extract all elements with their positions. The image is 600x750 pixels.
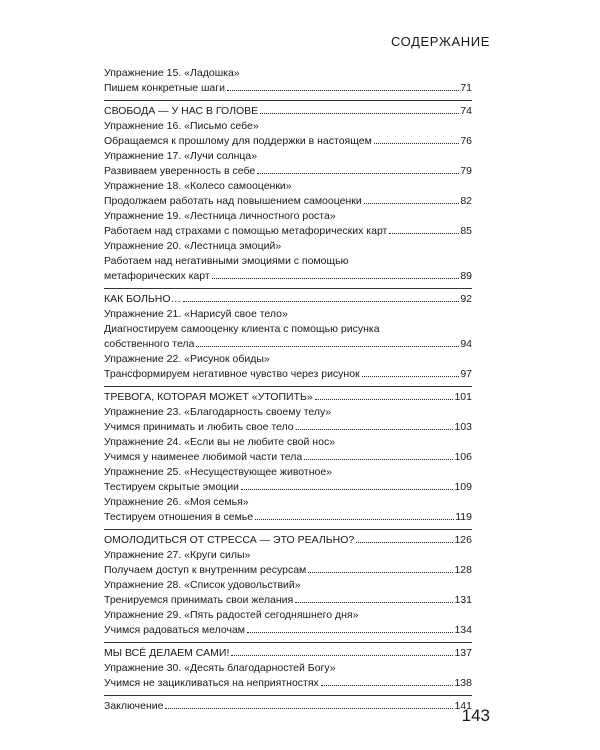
entry-page: 138 — [454, 677, 472, 689]
page-number: 143 — [461, 706, 490, 725]
dot-leader — [212, 278, 460, 279]
exercise-title: Упражнение 21. «Нарисуй свое тело» — [104, 308, 288, 320]
toc-entry — [104, 608, 472, 638]
entry-subtitle: Работаем над негативными эмоциями с помощью — [104, 255, 349, 267]
entry-subtitle-row — [104, 81, 472, 96]
exercise-title: Упражнение 25. «Несуществующее животное» — [104, 466, 333, 478]
dot-leader — [315, 399, 454, 400]
chapter-page: 92 — [460, 293, 472, 305]
entry-subtitle: Обращаемся к прошлому для поддержки в настоящем — [104, 135, 372, 147]
dot-leader — [304, 459, 453, 460]
entry-page: 131 — [454, 594, 472, 606]
entry-subtitle: Пишем конкретные шаги — [104, 82, 225, 94]
chapter-page: 101 — [454, 391, 472, 403]
entry-page: 106 — [454, 451, 472, 463]
toc-entry — [104, 578, 472, 608]
entry-subtitle-row — [104, 623, 472, 638]
chapter-title: ОМОЛОДИТЬСЯ ОТ СТРЕССА — ЭТО РЕАЛЬНО? — [104, 534, 355, 546]
entry-page: 119 — [455, 511, 472, 523]
exercise-title: Упражнение 26. «Моя семья» — [104, 496, 249, 508]
exercise-title: Упражнение 22. «Рисунок обиды» — [104, 353, 270, 365]
entry-subtitle: Тестируем скрытые эмоции — [104, 481, 239, 493]
entry-subtitle: Трансформируем негативное чувство через рисунок — [104, 368, 360, 380]
chapter-heading — [104, 292, 472, 307]
chapter-title: МЫ ВСЁ ДЕЛАЕМ САМИ! — [104, 647, 230, 659]
exercise-title: Упражнение 20. «Лестница эмоций» — [104, 240, 282, 252]
entry-subtitle-row — [104, 480, 472, 495]
toc-entry — [104, 548, 472, 578]
chapter-heading — [104, 699, 472, 714]
chapter-title: СВОБОДА — У НАС В ГОЛОВЕ — [104, 105, 259, 117]
exercise-title: Упражнение 19. «Лестница личностного роста» — [104, 210, 336, 222]
toc-entry — [104, 149, 472, 179]
entry-subtitle: Тестируем отношения в семье — [104, 511, 254, 523]
toc-section — [104, 529, 472, 638]
entry-subtitle: Развиваем уверенность в себе — [104, 165, 256, 177]
dot-leader — [257, 173, 459, 174]
toc-entry — [104, 66, 472, 96]
entry-subtitle-row — [104, 420, 472, 435]
exercise-title: Упражнение 27. «Круги силы» — [104, 549, 251, 561]
entry-subtitle-row — [104, 164, 472, 179]
chapter-heading — [104, 390, 472, 405]
toc-entry — [104, 435, 472, 465]
dot-leader — [389, 233, 459, 234]
entry-page: 76 — [460, 135, 472, 147]
chapter-page: 126 — [454, 534, 472, 546]
chapter-heading — [104, 104, 472, 119]
exercise-title: Упражнение 28. «Список удовольствий» — [104, 579, 301, 591]
entry-subtitle: Получаем доступ к внутренним ресурсам — [104, 564, 307, 576]
entry-subtitle-row — [104, 563, 472, 578]
toc-entry — [104, 307, 472, 352]
toc-entry — [104, 405, 472, 435]
entry-page: 71 — [460, 82, 472, 94]
chapter-title: КАК БОЛЬНО… — [104, 293, 182, 305]
toc-entry — [104, 209, 472, 239]
chapter-heading — [104, 646, 472, 661]
dot-leader — [241, 489, 454, 490]
entry-subtitle: Продолжаем работать над повышением самооценки — [104, 195, 362, 207]
toc-entry — [104, 239, 472, 284]
toc-section — [104, 66, 472, 96]
dot-leader — [362, 376, 460, 377]
entry-page: 109 — [454, 481, 472, 493]
entry-page: 103 — [454, 421, 472, 433]
exercise-title: Упражнение 18. «Колесо самооценки» — [104, 180, 292, 192]
entry-page: 134 — [454, 624, 472, 636]
entry-page: 85 — [460, 225, 472, 237]
entry-subtitle: Тренируемся принимать свои желания — [104, 594, 294, 606]
exercise-title: Упражнение 17. «Лучи солнца» — [104, 150, 258, 162]
toc-section — [104, 288, 472, 382]
entry-page: 128 — [454, 564, 472, 576]
entry-subtitle: Диагностируем самооценку клиента с помощью рисунка — [104, 323, 380, 335]
entry-subtitle: метафорических карт — [104, 270, 210, 282]
dot-leader — [296, 429, 454, 430]
dot-leader — [364, 203, 460, 204]
toc-entry — [104, 661, 472, 691]
dot-leader — [308, 572, 453, 573]
entry-page: 89 — [460, 270, 472, 282]
toc-entry — [104, 495, 472, 525]
exercise-title: Упражнение 23. «Благодарность своему телу» — [104, 406, 332, 418]
entry-subtitle-row — [104, 676, 472, 691]
chapter-page: 141 — [454, 700, 472, 712]
exercise-title: Упражнение 30. «Десять благодарностей Богу» — [104, 662, 336, 674]
dot-leader — [183, 301, 459, 302]
entry-subtitle: Учимся радоваться мелочам — [104, 624, 246, 636]
dot-leader — [247, 632, 453, 633]
entry-page: 79 — [460, 165, 472, 177]
chapter-title: Заключение — [104, 700, 164, 712]
dot-leader — [374, 143, 460, 144]
dot-leader — [227, 90, 459, 91]
dot-leader — [231, 655, 453, 656]
dot-leader — [321, 685, 454, 686]
entry-subtitle: Учимся у наименее любимой части тела — [104, 451, 303, 463]
entry-page: 97 — [460, 368, 472, 380]
entry-subtitle: Учимся не зацикливаться на неприятностях — [104, 677, 319, 689]
dot-leader — [165, 708, 453, 709]
entry-subtitle: Работаем над страхами с помощью метафорических карт — [104, 225, 388, 237]
entry-subtitle-row — [104, 337, 472, 352]
chapter-title: ТРЕВОГА, КОТОРАЯ МОЖЕТ «УТОПИТЬ» — [104, 391, 313, 403]
entry-subtitle: собственного тела — [104, 338, 195, 350]
entry-subtitle-row — [104, 450, 472, 465]
entry-subtitle-row — [104, 269, 472, 284]
toc-entry — [104, 119, 472, 149]
dot-leader — [260, 113, 459, 114]
toc-section — [104, 642, 472, 691]
entry-subtitle-row — [104, 224, 472, 239]
table-of-contents — [104, 66, 472, 714]
toc-section — [104, 100, 472, 284]
entry-page: 94 — [460, 338, 472, 350]
entry-subtitle-row — [104, 510, 472, 525]
entry-subtitle-row — [104, 134, 472, 149]
entry-subtitle-row — [104, 194, 472, 209]
chapter-heading — [104, 533, 472, 548]
entry-subtitle-row — [104, 593, 472, 608]
toc-entry — [104, 352, 472, 382]
toc-entry — [104, 179, 472, 209]
exercise-title: Упражнение 24. «Если вы не любите свой нос» — [104, 436, 336, 448]
exercise-title: Упражнение 16. «Письмо себе» — [104, 120, 259, 132]
entry-page: 82 — [460, 195, 472, 207]
exercise-title: Упражнение 29. «Пять радостей сегодняшнего дня» — [104, 609, 359, 621]
chapter-page: 137 — [454, 647, 472, 659]
toc-section — [104, 695, 472, 714]
dot-leader — [255, 519, 454, 520]
entry-subtitle-row — [104, 367, 472, 382]
dot-leader — [295, 602, 453, 603]
dot-leader — [196, 346, 459, 347]
entry-subtitle: Учимся принимать и любить свое тело — [104, 421, 294, 433]
exercise-title: Упражнение 15. «Ладошка» — [104, 67, 240, 79]
chapter-page: 74 — [460, 105, 472, 117]
dot-leader — [356, 542, 453, 543]
page-header: СОДЕРЖАНИЕ — [390, 34, 490, 49]
toc-section — [104, 386, 472, 525]
toc-entry — [104, 465, 472, 495]
